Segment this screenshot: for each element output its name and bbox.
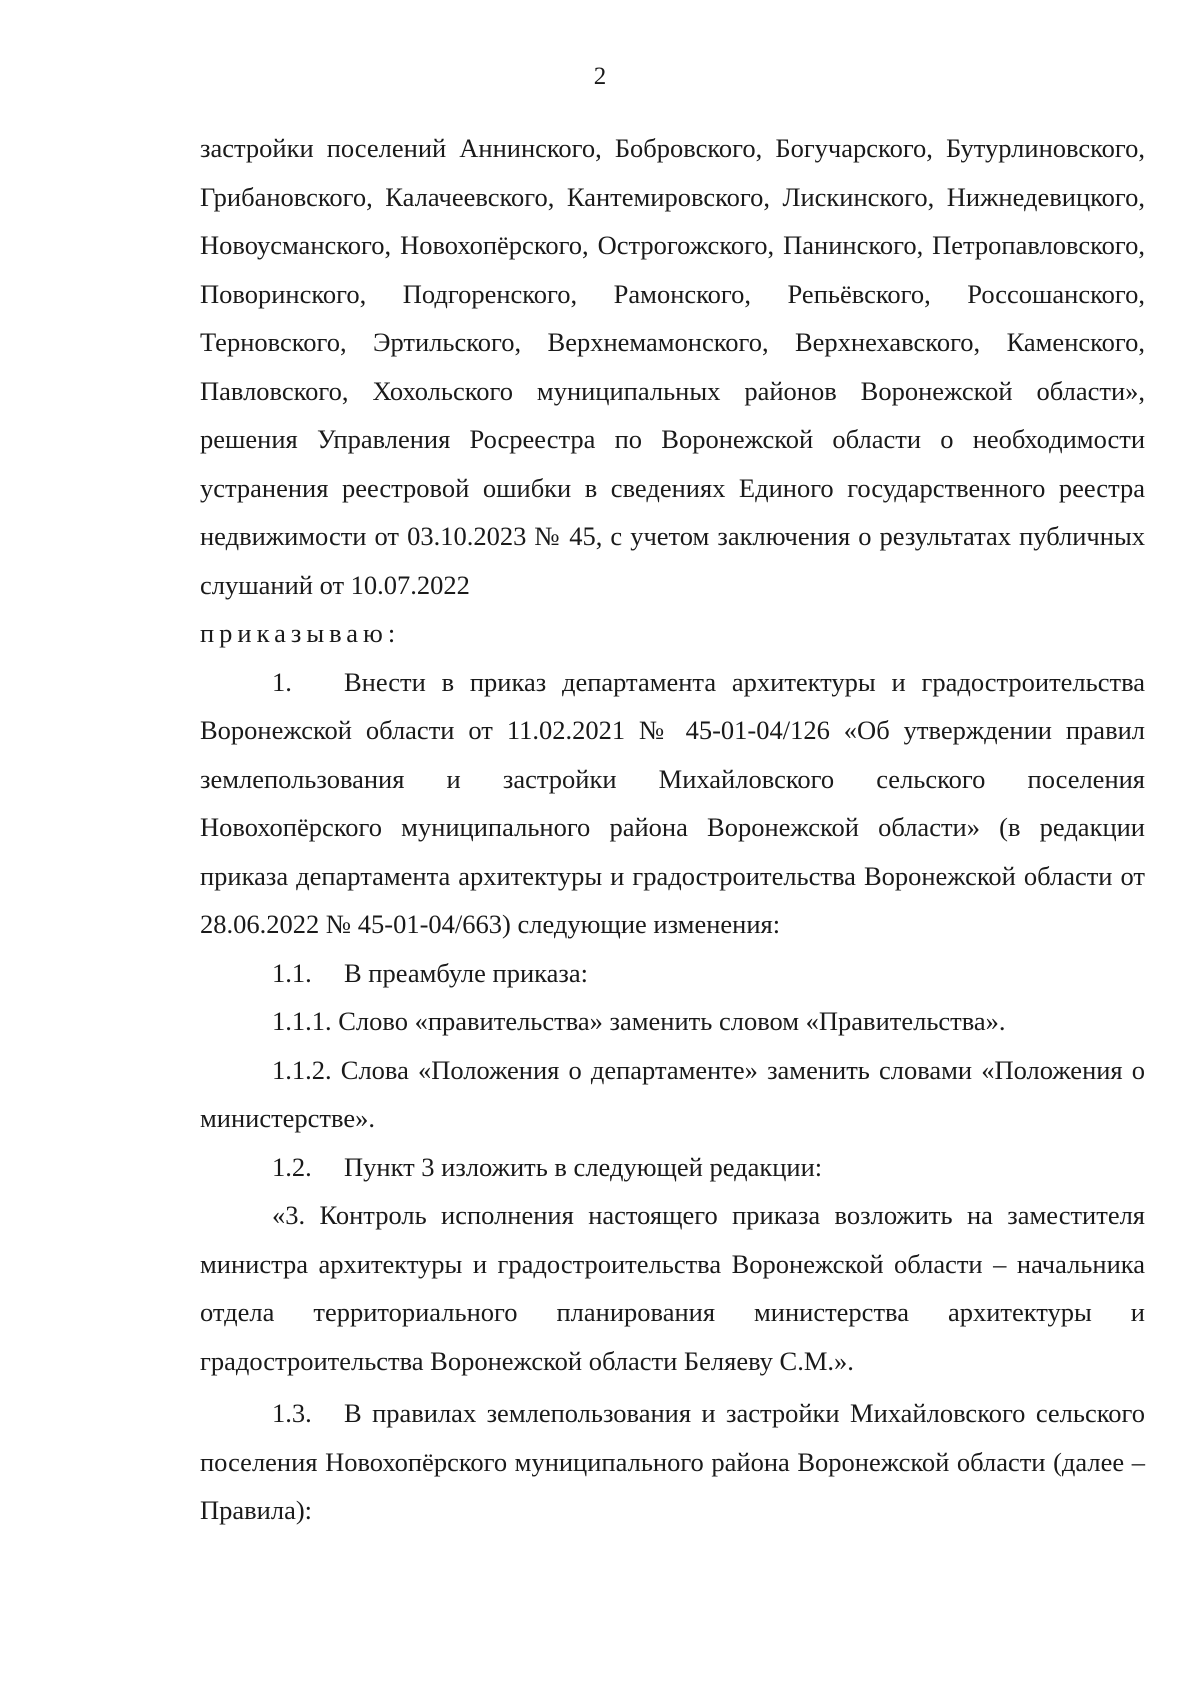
item-1-3-number: 1.3. bbox=[272, 1398, 312, 1428]
preamble-paragraph: застройки поселений Аннинского, Бобровского, Богучарского, Бутурлиновского, Грибановского, Калачеевского, Кантемировского, Лискинского, Нижнедевицкого, Новоусманского, Новохопёрского, Острогожского, Панинского, Петропавловского, Поворинского, Подгоренского, Рамонского, Репьёвского, Россошанского, Терновского, Эртильского, Верхнемамонского, Верхнехавского, Каменского, Павловского, Хохольского муниципальных районов Воронежской области», решения Управления Росреестра по Воронежской области о необходимости устранения реестровой ошибки в сведениях Единого государственного реестра недвижимости от 03.10.2023 № 45, с учетом заключения о результатах публичных слушаний от 10.07.2022 bbox=[200, 133, 1145, 600]
item-1-paragraph bbox=[200, 658, 1145, 949]
item-1-1-paragraph bbox=[200, 949, 1145, 998]
item-1-2-text: Пункт 3 изложить в следующей редакции: bbox=[344, 1151, 823, 1182]
item-1-1-text: В преамбуле приказа: bbox=[344, 957, 588, 988]
item-1-1-1-paragraph bbox=[200, 997, 1145, 1046]
order-word: приказываю: bbox=[200, 618, 401, 648]
item-1-1-number: 1.1. bbox=[272, 957, 312, 988]
item-1-1-2-text: Слова «Положения о департаменте» заменить словами «Положения о министерстве». bbox=[200, 1054, 1146, 1133]
item-1-2-paragraph bbox=[200, 1143, 1145, 1192]
new-clause-3-paragraph: «3. Контроль исполнения настоящего приказа возложить на заместителя министра архитектуры и градостроительства Воронежской области – начальника отдела территориального планирования министерства архитектуры и градостроительства Воронежской области Беляеву С.М.». bbox=[200, 1200, 1145, 1376]
item-1-1-2-paragraph bbox=[200, 1046, 1145, 1143]
item-1-1-1-number: 1.1.1. bbox=[272, 1006, 332, 1036]
item-1-number: 1. bbox=[272, 666, 292, 697]
item-1-1-1-text: Слово «правительства» заменить словом «Правительства». bbox=[338, 1006, 1006, 1036]
item-1-3-text: В правилах землепользования и застройки Михайловского сельского поселения Новохопёрского муниципального района Воронежской области (далее – Правила): bbox=[200, 1398, 1145, 1525]
page-number: 2 bbox=[593, 63, 607, 90]
item-1-2-number: 1.2. bbox=[272, 1151, 312, 1182]
item-1-text: Внести в приказ департамента архитектуры и градостроительства Воронежской области от 11.02.2021 № 45-01-04/126 «Об утверждении правил землепользования и застройки Михайловского сельского поселения Новохопёрского муниципального района Воронежской области» (в редакции приказа департамента архитектуры и градостроительства Воронежской области от 28.06.2022 № 45-01-04/663) следующие изменения: bbox=[200, 666, 1145, 939]
document-body bbox=[200, 124, 1145, 1535]
item-1-3-paragraph bbox=[200, 1389, 1145, 1535]
item-1-1-2-number: 1.1.2. bbox=[272, 1054, 332, 1085]
